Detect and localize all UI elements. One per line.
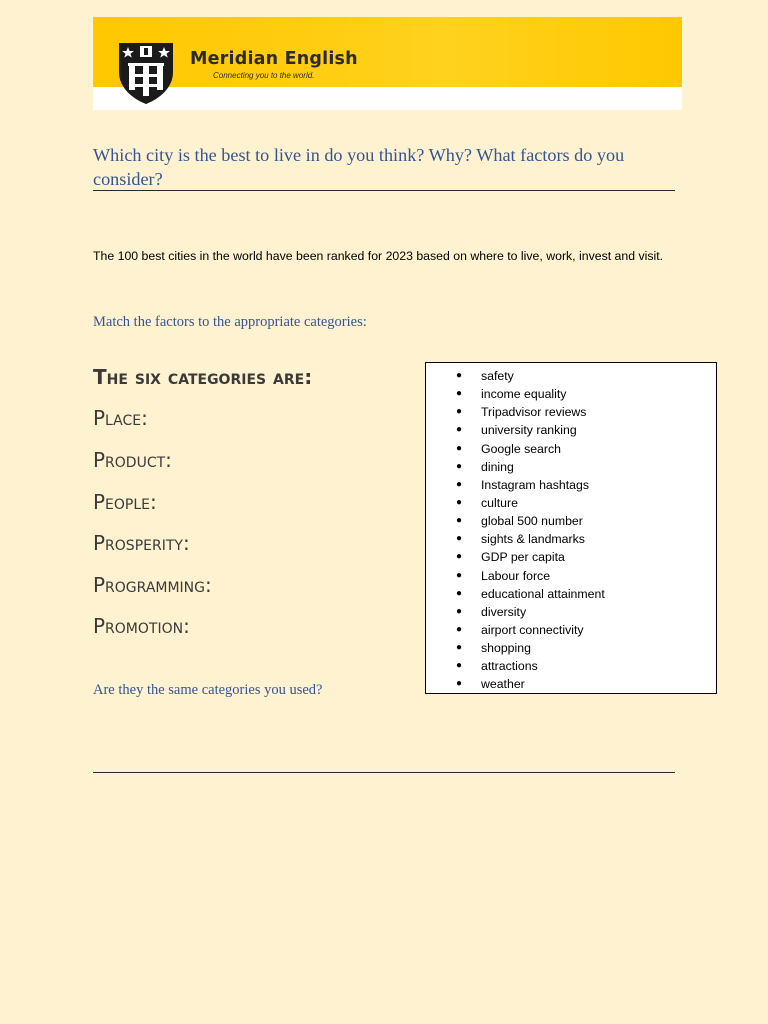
bullet-icon: ●: [456, 406, 463, 418]
brand-tagline: Connecting you to the world.: [213, 71, 315, 80]
brand-name: Meridian English: [190, 49, 358, 69]
list-item: ● dining: [456, 459, 514, 474]
banner-background: [93, 17, 682, 87]
header-banner: [93, 17, 682, 110]
bullet-icon: ●: [456, 515, 463, 527]
list-item: ● global 500 number: [456, 514, 583, 529]
intro-text: The 100 best cities in the world have been ranked for 2023 based on where to live, work, invest and visit.: [93, 249, 664, 263]
list-item: ● weather: [456, 677, 525, 692]
shield-crest-icon: [118, 42, 174, 104]
factors-box: [425, 362, 717, 694]
bullet-icon: ●: [456, 587, 463, 599]
bullet-icon: ●: [456, 478, 463, 490]
list-item: ● GDP per capita: [456, 550, 565, 565]
bullet-icon: ●: [456, 642, 463, 654]
category-programming: Programming:: [93, 573, 212, 597]
list-item: ● Labour force: [456, 568, 551, 583]
bullet-icon: ●: [456, 551, 463, 563]
categories-heading: The six categories are:: [93, 365, 313, 389]
answer-line-bottom: [93, 772, 675, 773]
instruction-text: Match the factors to the appropriate categories:: [93, 314, 367, 330]
bullet-icon: ●: [456, 678, 463, 690]
list-item: ● sights & landmarks: [456, 532, 585, 547]
discussion-question: Which city is the best to live in do you think? Why? What factors do you consider?: [93, 145, 625, 189]
bullet-icon: ●: [456, 623, 463, 635]
category-people: People:: [93, 490, 157, 514]
list-item: ● airport connectivity: [456, 622, 584, 637]
bullet-icon: ●: [456, 460, 463, 472]
list-item: ● university ranking: [456, 423, 577, 438]
bullet-icon: ●: [456, 533, 463, 545]
bullet-icon: ●: [456, 569, 463, 581]
list-item: ● income equality: [456, 387, 567, 402]
list-item: ● Tripadvisor reviews: [456, 405, 587, 420]
list-item: ● educational attainment: [456, 586, 605, 601]
bullet-icon: ●: [456, 388, 463, 400]
list-item: ● Google search: [456, 441, 561, 456]
follow-up-question: Are they the same categories you used?: [93, 682, 323, 698]
category-prosperity: Prosperity:: [93, 531, 190, 555]
bullet-icon: ●: [456, 370, 463, 381]
bullet-icon: ●: [456, 496, 463, 508]
bullet-icon: ●: [456, 660, 463, 672]
list-item: ● attractions: [456, 659, 538, 674]
list-item: ● shopping: [456, 641, 531, 656]
list-item: ● safety: [456, 369, 514, 383]
bullet-icon: ●: [456, 442, 463, 454]
list-item: ● diversity: [456, 604, 527, 619]
list-item: ● Instagram hashtags: [456, 477, 590, 492]
factors-list: [426, 363, 716, 694]
bullet-icon: ●: [456, 605, 463, 617]
category-product: Product:: [93, 448, 172, 472]
category-place: Place:: [93, 406, 148, 430]
answer-line-top: [93, 190, 675, 191]
list-item: ● culture: [456, 495, 518, 510]
bullet-icon: ●: [456, 424, 463, 436]
category-promotion: Promotion:: [93, 614, 190, 638]
